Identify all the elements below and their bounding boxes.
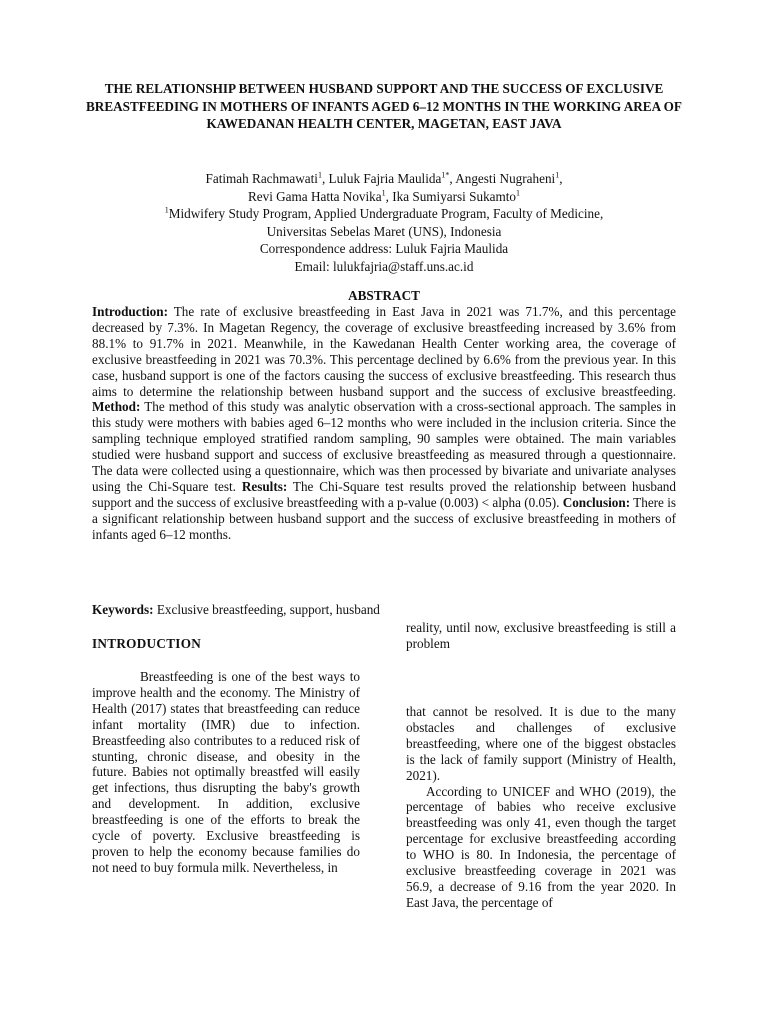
author-affiliation-mark: 1* xyxy=(441,170,450,180)
author-affiliation-mark: 1 xyxy=(317,170,322,180)
introduction-text: The rate of exclusive breastfeeding in East Java in 2021 was 71.7%, and this percentage decreased by 7.3%. In Magetan Regency, the coverage of exclusive breastfeeding increased by 3.6% from 88.1% to 91.7% in 2021. Meanwhile, in the Kawedanan Health Center working area, the coverage of exclusive breastfeeding in 2021 was 70.3%. This percentage declined by 6.6% from the previous year. In this case, husband support is one of the factors causing the success of exclusive breastfeeding. This research thus aims to determine the relationship between husband support and the success of exclusive breastfeeding. xyxy=(92,304,676,399)
author-affiliation-mark: 1 xyxy=(516,188,521,198)
author-line-2: Revi Gama Hatta Novika$^1$, Ika Sumiyarsi Sukamto$^1$ xyxy=(247,188,521,204)
paper-title: THE RELATIONSHIP BETWEEN HUSBAND SUPPORT AND THE SUCCESS OF EXCLUSIVE BREASTFEEDING IN MOTHERS OF INFANTS AGED 6–12 MONTHS IN THE WORKING AREA OF KAWEDANAN HEALTH CENTER, MAGETAN, EAST JAVA xyxy=(86,81,682,132)
right-column xyxy=(406,704,676,911)
author-affiliation-mark: 1 xyxy=(555,170,560,180)
introduction-heading: INTRODUCTION xyxy=(92,636,202,651)
affiliation-mark: 1 xyxy=(164,205,169,215)
author-line-1: Fatimah Rachmawati$^1$, Luluk Fajria Maulida$^{1*}$, Angesti Nugraheni$^1$, xyxy=(205,170,563,186)
email-address: Email: lulukfajria@staff.uns.ac.id xyxy=(294,258,474,274)
affiliation-line-1 xyxy=(80,205,688,223)
affiliation-text: Midwifery Study Program, Applied Undergraduate Program, Faculty of Medicine, xyxy=(168,206,604,222)
introduction-paragraph-1: Breastfeeding is one of the best ways to improve health and the economy. The Ministry of Health (2017) states that breastfeeding can reduce infant mortality (IMR) due to infection. Breastfeeding also contributes to a reduced risk of stunting, chronic disease, and obesity in the future. Babies not optimally breastfed will easily get infections, thus disrupting the baby's growth and development. In addition, exclusive breastfeeding is one of the efforts to break the cycle of poverty. Exclusive breastfeeding is proven to help the economy because families do not need to buy formula milk. Nevertheless, in xyxy=(92,669,360,875)
author-name: Fatimah Rachmawati xyxy=(205,171,318,186)
introduction-label: Introduction: xyxy=(92,304,168,319)
author-affiliation-mark: 1 xyxy=(381,188,386,198)
results-text: The Chi-Square test results proved the relationship between husband support and the success of exclusive breastfeeding with a p-value (0.003) < alpha (0.05). xyxy=(92,478,676,510)
keywords-label: Keywords: xyxy=(92,602,154,617)
introduction-paragraph-3: According to UNICEF and WHO (2019), the percentage of babies who receive exclusive breastfeeding was only 41, even though the target percentage for exclusive breastfeeding according to WHO is 80. In Indonesia, the percentage of exclusive breastfeeding coverage in 2021 was 56.9, a decrease of 9.16 from the year 2020. In East Java, the percentage of xyxy=(406,783,676,910)
conclusion-label: Conclusion: xyxy=(562,494,631,510)
left-column xyxy=(92,669,360,876)
abstract-heading: ABSTRACT xyxy=(348,288,420,303)
author-name: Luluk Fajria Maulida xyxy=(328,171,442,186)
keywords-text: Exclusive breastfeeding, support, husband xyxy=(153,602,380,617)
introduction-paragraph-continued: reality, until now, exclusive breastfeeding is still a problem xyxy=(406,620,676,651)
method-label: Method: xyxy=(92,399,141,415)
introduction-paragraph-2: that cannot be resolved. It is due to the many obstacles and challenges of exclusive breastfeeding, where one of the biggest obstacles is the lack of family support (Ministry of Health, 2021). xyxy=(406,704,676,783)
author-name: Angesti Nugraheni xyxy=(455,171,556,186)
affiliation-line-2: Universitas Sebelas Maret (UNS), Indonesia xyxy=(266,223,502,239)
abstract-body xyxy=(92,304,676,543)
author-block xyxy=(80,170,688,276)
right-column-top xyxy=(406,620,676,652)
author-name: Ika Sumiyarsi Sukamto xyxy=(392,188,517,204)
conclusion-text: There is a significant relationship between husband support and the success of exclusive breastfeeding in mothers of infants aged 6–12 months. xyxy=(92,494,677,542)
results-label: Results: xyxy=(241,478,288,494)
correspondence-address: Correspondence address: Luluk Fajria Maulida xyxy=(259,241,509,257)
keywords xyxy=(92,602,676,618)
method-text: The method of this study was analytic observation with a cross-sectional approach. The samples in this study were mothers with babies aged 6–12 months who were included in the inclusion criteria. Since the sampling technique employed stratified random sampling, 90 samples were obtained. The main variables studied were husband support and success of exclusive breastfeeding as measured through a questionnaire. The data were collected using a questionnaire, which was then processed by bivariate and univariate analyses using the Chi-Square test. xyxy=(92,399,676,494)
author-name: Revi Gama Hatta Novika xyxy=(247,188,382,204)
